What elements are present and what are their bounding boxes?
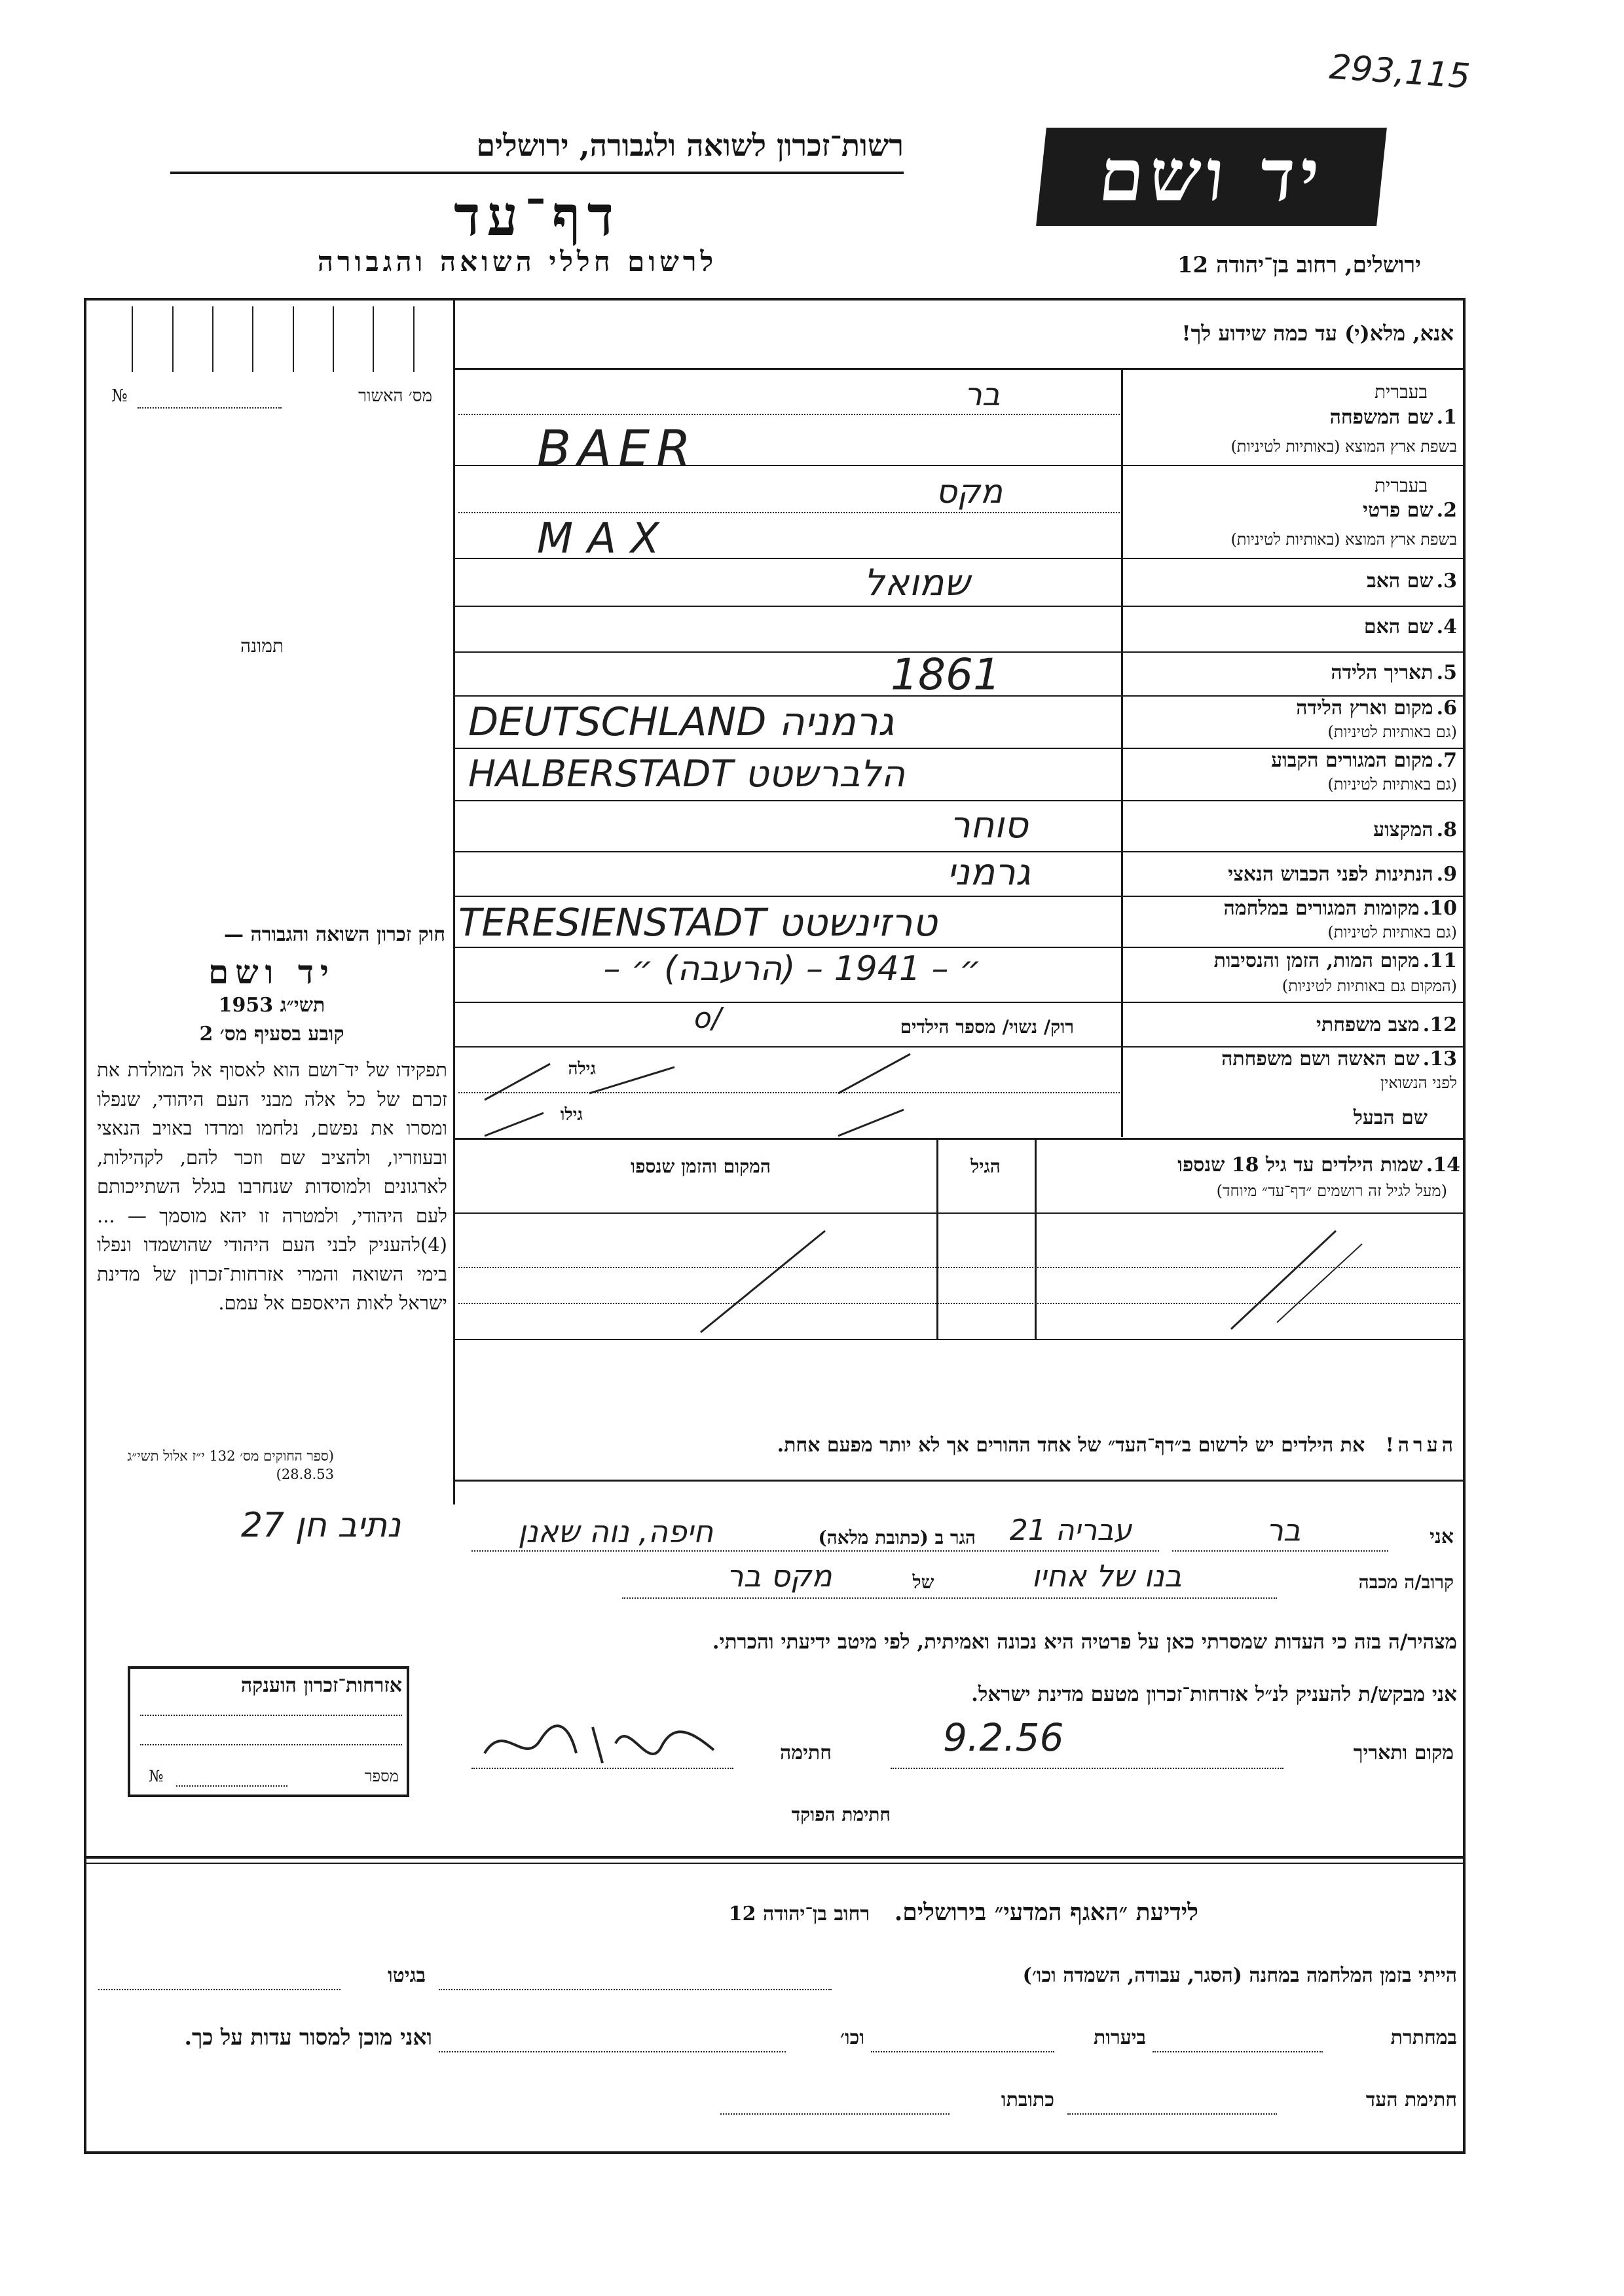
children-bottom-rule — [453, 1339, 1463, 1340]
instruction-rule — [453, 368, 1463, 370]
footer-title — [458, 1899, 1198, 1926]
field-10-label: 10. מקומות המגורים במלחמה — [1223, 897, 1457, 920]
footer-camp-line — [439, 1989, 832, 1990]
field-3-rule — [453, 606, 1463, 607]
note-text: את הילדים יש לרשום ב״דף־העד״ של אחד ההורים אך לא יותר מפעם אחת. — [777, 1434, 1365, 1457]
declarant-name[interactable]: בר — [1266, 1512, 1301, 1548]
citizenship-number-mark: № — [149, 1767, 164, 1785]
husband-age-label: גילו — [560, 1105, 583, 1125]
field-2-hebrew-tag: בעברית — [1374, 475, 1428, 496]
children-col-age: הגיל — [970, 1156, 1001, 1177]
approval-number-label: מס׳ האשור — [358, 386, 432, 406]
declarant-of: של — [912, 1571, 934, 1593]
request-text: אני מבקש/ת להעניק לנ״ל אזרחות־זכרון מטעם מדינת ישראל. — [971, 1683, 1457, 1706]
field-2-label: 2. שם פרטי — [1363, 499, 1457, 522]
declarant-name-line — [1172, 1550, 1388, 1552]
field-1-hebrew-line — [458, 414, 1120, 415]
note-rule — [453, 1480, 1463, 1482]
declarant-street[interactable]: עבריה 21 — [1009, 1514, 1132, 1547]
declarant-relative-label: קרוב/ה מכבה — [1358, 1571, 1454, 1593]
org-underline — [170, 172, 904, 174]
footer-etc: וכו׳ — [840, 2026, 864, 2049]
fill-instruction: אנא, מלא(י) עד כמה שידוע לך! — [1181, 321, 1454, 346]
field-2-rule — [453, 558, 1463, 559]
field-9-label: 9. הנתינות לפני הכבוש הנאצי — [1228, 863, 1457, 886]
citizenship-number-label: מספר — [364, 1767, 399, 1785]
strike-marks-13 — [458, 1048, 917, 1139]
field-5-label: 5. תאריך הלידה — [1331, 661, 1457, 684]
field-7-label: 7. מקום המגורים הקבוע — [1271, 749, 1457, 772]
footer-line-1: הייתי בזמן המלחמה במחנה (הסגר, עבודה, השמדה וכו׳) — [1022, 1964, 1457, 1987]
id-tick-boxes — [93, 306, 453, 372]
footer-rule-bottom — [84, 1863, 1466, 1864]
field-6-value[interactable]: DEUTSCHLAND גרמניה — [468, 699, 895, 745]
footer-forests: ביערות — [1093, 2026, 1146, 2049]
field-1-rule — [453, 465, 1463, 466]
field-4-label: 4. שם האם — [1363, 615, 1457, 638]
field-2-hebrew-line — [458, 512, 1120, 513]
field-8-label: 8. המקצוע — [1373, 818, 1457, 841]
field-1-hebrew-tag: בעברית — [1374, 381, 1428, 403]
field-7-rule — [453, 800, 1463, 801]
law-clause: קובע בסעיף מס׳ 2 — [199, 1023, 344, 1046]
place-date-line — [891, 1768, 1283, 1769]
field-7-sub: (גם באותיות לטיניות) — [1327, 775, 1457, 793]
declarant-residing-label: הגר ב (כתובת מלאה) — [818, 1527, 976, 1548]
declarant-address-line — [471, 1550, 1159, 1552]
field-10-value[interactable]: TERESIENSTADT טרזינשטט — [458, 900, 938, 945]
note — [458, 1434, 1457, 1457]
footer-witness-sig-line — [1067, 2113, 1277, 2115]
footer-title-text: לידיעת ״האגף המדעי״ בירושלים. — [894, 1899, 1198, 1926]
footer-rule-top — [84, 1856, 1466, 1859]
photo-label: תמונה — [240, 635, 284, 657]
note-label: הערה! — [1385, 1434, 1457, 1457]
declarant-ani: אני — [1430, 1525, 1454, 1548]
footer-forests-line — [871, 2051, 1054, 2052]
footer-ghetto: בגיטו — [387, 1964, 426, 1987]
children-header-rule — [453, 1212, 1463, 1214]
form-title: דף־עד — [453, 183, 620, 248]
field-6-sub: (גם באותיות לטיניות) — [1327, 723, 1457, 741]
footer-address-line — [720, 2113, 950, 2115]
header-address: ירושלים, רחוב בן־יהודה 12 — [1177, 252, 1421, 278]
field-7-value[interactable]: HALBERSTADT הלברשטט — [468, 753, 906, 795]
declarant-relative-line — [622, 1597, 1277, 1599]
footer-ghetto-line — [98, 1989, 341, 1990]
children-strike-marks — [458, 1218, 1460, 1339]
law-title: חוק זכרון השואה והגבורה — — [224, 923, 445, 946]
logo-text: יד ושם — [1095, 133, 1329, 217]
declarant-relative-name[interactable]: מקס בר — [726, 1558, 832, 1594]
field-12-label: 12. מצב משפחתי — [1316, 1013, 1457, 1036]
field-13-age-label: גילה — [568, 1059, 596, 1079]
field-6-label: 6. מקום וארץ הלידה — [1296, 697, 1457, 720]
field-3-value[interactable]: שמואל — [863, 562, 970, 604]
footer-underground: במחתרת — [1390, 2026, 1457, 2049]
law-name: יד ושם — [208, 953, 335, 991]
field-1-value-hebrew[interactable]: בר — [964, 376, 1001, 413]
margin-note: נתיב חן 27 — [240, 1506, 401, 1545]
field-13-sub: לפני הנשואין — [1380, 1074, 1457, 1092]
footer-witness-sig: חתימת העד — [1365, 2088, 1457, 2111]
field-2-value-latin[interactable]: MAX — [537, 515, 674, 563]
footer-address: רחוב בן־יהודה 12 — [728, 1903, 870, 1925]
officer-signature-label: חתימת הפוקד — [791, 1804, 891, 1825]
field-9-value[interactable]: גרמני — [947, 851, 1031, 894]
org-name: רשות־זכרון לשואה ולגבורה, ירושלים — [476, 128, 904, 163]
footer-address-label: כתובתו — [1001, 2088, 1054, 2111]
yad-vashem-logo — [1036, 128, 1387, 226]
field-5-value[interactable]: 1861 — [891, 649, 1001, 700]
label-column-divider — [1121, 368, 1123, 1137]
field-10-rule — [453, 947, 1463, 948]
field-1-value-latin[interactable]: BAER — [537, 419, 697, 477]
law-body: תפקידו של יד־ושם הוא לאסוף אל המולדת את זכרם של כל אלה מבני העם היהודי, שנפלו ומסרו את נפשם, נלחמו ומרדו באויב הנאצי ובעוזריו, ולהציב שם וזכר להם, לקהילות, לארגונים ולמוסדות שנחרבו בגלל השתייכותם לעם היהודי, ולמטרה זו יהא מוסמך — ...(4)להעניק לבני העם היהודי שהושמדו ונפלו בימי השואה והמרי אזרחות־זכרון של מדינת ישראל לאות היאספם אל עמם. — [97, 1059, 447, 1314]
field-1-sub: בשפת ארץ המוצא (באותיות לטיניות) — [1230, 437, 1457, 456]
field-14-label: 14. שמות הילדים עד גיל 18 שנספו — [1177, 1154, 1460, 1176]
declaration-text: מצהיר/ה בזה כי העדות שמסרתי כאן על פרטיה היא נכונה ואמיתית, לפי מיטב ידיעתי והכרתי. — [712, 1630, 1457, 1654]
field-1-label: 1. שם המשפחה — [1329, 406, 1457, 429]
field-11-value[interactable]: ״ – 1941 – (הרעבה) ״ – — [603, 949, 982, 989]
field-11-rule — [453, 1002, 1463, 1003]
field-2-value-hebrew[interactable]: מקס — [936, 473, 1003, 511]
field-14-sub: (מעל לגיל זה רושמים ״דף־עד״ מיוחד) — [1216, 1182, 1447, 1200]
field-8-value[interactable]: סוחר — [950, 804, 1028, 847]
form-subtitle: לרשום חללי השואה והגבורה — [317, 246, 718, 278]
place-date-value[interactable]: 9.2.56 — [943, 1715, 1064, 1760]
law-source: (ספר החוקים מס׳ 132 י״ז אלול תשי״ג 28.8.53) — [127, 1448, 334, 1482]
field-10-sub: (גם באותיות לטיניות) — [1327, 923, 1457, 941]
husband-label: שם הבעל — [1353, 1106, 1428, 1129]
signature-label: חתימה — [780, 1741, 832, 1764]
declarant-relation[interactable]: בנו של אחיו — [1031, 1558, 1182, 1594]
field-2-sub: בשפת ארץ המוצא (באותיות לטיניות) — [1230, 530, 1457, 549]
footer-etc-line — [439, 2051, 786, 2052]
place-date-label: מקום ותאריך — [1353, 1741, 1454, 1764]
children-col-place: המקום והזמן שנספו — [631, 1156, 771, 1177]
footer-ready: ואני מוכן למסור עדות על כך. — [184, 2024, 432, 2050]
field-3-label: 3. שם האב — [1367, 570, 1457, 592]
left-column-divider — [453, 300, 455, 1504]
field-12-value[interactable]: o/ — [694, 1002, 722, 1035]
field-12-options[interactable]: רוק/ נשוי/ מספר הילדים — [900, 1016, 1074, 1038]
field-13-label: 13. שם האשה ושם משפחתה — [1221, 1048, 1457, 1070]
approval-number-mark: № — [111, 386, 128, 406]
citizenship-box — [128, 1666, 409, 1797]
approval-number-line — [138, 407, 282, 409]
law-year: תשי״ג 1953 — [218, 994, 325, 1017]
declarant-city[interactable]: חיפה, נוה שאנן — [517, 1514, 714, 1549]
field-11-label: 11. מקום המות, הזמן והנסיבות — [1213, 949, 1457, 972]
signature-scribble — [478, 1714, 727, 1773]
field-11-sub: (המקום גם באותיות לטיניות) — [1282, 977, 1457, 995]
citizenship-title: אזרחות־זכרון הוענקה — [240, 1674, 402, 1697]
archive-number: 293,115 — [1328, 47, 1471, 97]
footer-underground-line — [1153, 2051, 1323, 2052]
